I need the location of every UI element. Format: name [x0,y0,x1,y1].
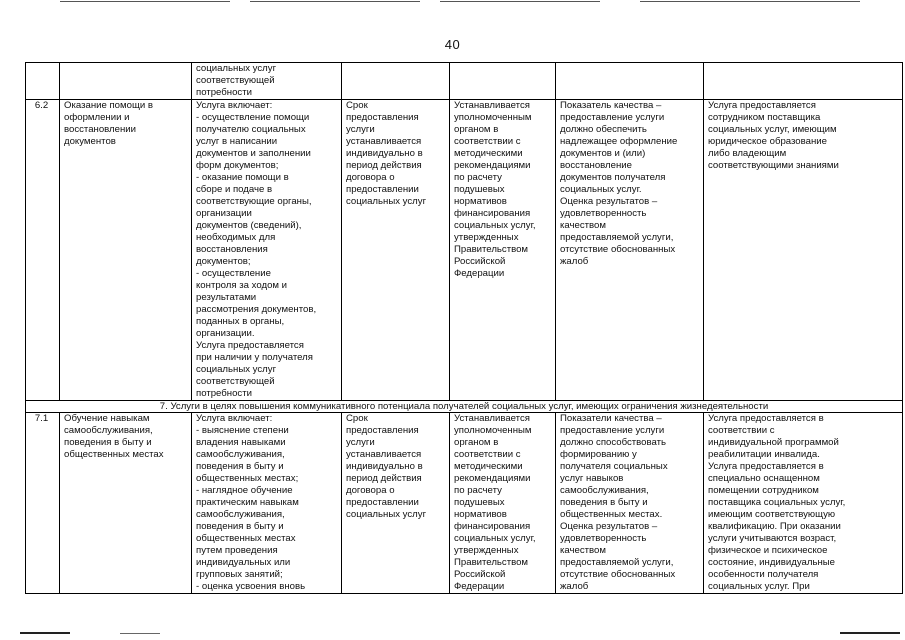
cell-line: социальных услуг [196,364,277,375]
cell-line: документов (сведений), [196,220,302,231]
cell-line: Обучение навыкам [64,413,150,424]
cell-line: Услуга предоставляется в [708,461,824,472]
cell-line: - наглядное обучение [196,485,293,496]
cell-line: услуг навыков [560,473,624,484]
cell-line: услуг в написании [196,136,278,147]
cell-line: Показатель качества – [560,100,662,111]
cell-line: результатами [196,292,257,303]
cell-line: Срок [346,413,368,424]
cell-line: документов; [196,256,251,267]
cell-line: утвержденных [454,545,519,556]
cell-line: сборе и подаче в [196,184,273,195]
cell-line: социальных услуг [196,63,277,74]
cell-line: документов получателя [560,172,666,183]
cell-line: отсутствие обоснованных [560,244,676,255]
cell-service-conditions [704,100,903,401]
cell-line: групповых занятий; [196,569,283,580]
cell-line: организации [196,208,252,219]
cell-quality-indicators [556,413,704,594]
cell-line: необходимых для [196,232,276,243]
section-heading: 7. Услуги в целях повышения коммуникативного потенциала получателей социальных услуг, имеющих ограничения жизнедеятельности [26,401,903,413]
cell-line: нормативов [454,509,507,520]
cell-line: должно обеспечить [560,124,647,135]
cell-line: предоставлении [346,184,419,195]
cell-line: потребности [196,87,252,98]
cell-line: восстановления [196,244,268,255]
cell-service-content [192,413,342,594]
cell-line: уполномоченным [454,112,532,123]
cell-line: Правительством [454,557,529,568]
cell-line: восстановлении [64,124,136,135]
cell-line: Правительством [454,244,529,255]
cell-service-name [60,100,192,401]
cell-line: услуги учитываются возраст, [708,533,837,544]
cell-line: сотрудником поставщика [708,112,821,123]
cell-line: предоставляемой услуги, [560,557,674,568]
cell-line: практическим навыкам [196,497,299,508]
cell-line: предоставляемой услуги, [560,232,674,243]
cell-number: 6.2 [26,100,60,401]
cell-line: подушевых [454,184,505,195]
cell-line: предоставления [346,112,419,123]
cell-per-capita-standard [450,63,556,100]
cell-number [26,63,60,100]
cell-line: владения навыками [196,437,286,448]
cell-line: Российской [454,256,506,267]
cell-line: при наличии у получателя [196,352,313,363]
cell-line: предоставление услуги [560,425,665,436]
cell-line: соответствующей [196,75,275,86]
cell-line: рекомендациями [454,160,531,171]
cell-line: социальных услуг [346,509,427,520]
cell-line: услуги [346,124,375,135]
cell-line: качеством [560,545,606,556]
cell-line: надлежащее оформление [560,136,678,147]
cell-line: предоставления [346,425,419,436]
cell-line: поведения в быту и [196,521,284,532]
cell-line: социальных услуг. [560,184,642,195]
cell-line: юридическое образование [708,136,827,147]
cell-quality-indicators [556,100,704,401]
cell-service-term [342,63,450,100]
cell-line: документов [64,136,116,147]
cell-line: восстановление [560,160,632,171]
cell-line: договора о [346,485,395,496]
cell-line: финансирования [454,521,531,532]
cell-line: индивидуально в [346,148,423,159]
cell-line: утвержденных [454,232,519,243]
cell-quality-indicators [556,63,704,100]
cell-line: соответствии с [454,449,521,460]
cell-line: договора о [346,172,395,183]
cell-line: либо владеющим [708,148,787,159]
cell-line: - оценка усвоения вновь [196,581,306,592]
cell-line: Срок [346,100,368,111]
cell-line: подушевых [454,497,505,508]
cell-line: финансирования [454,208,531,219]
cell-line: методическими [454,148,523,159]
cell-per-capita-standard [450,413,556,594]
cell-line: помещении сотрудником [708,485,819,496]
scan-edge-bottom [0,632,905,636]
cell-line: качеством [560,220,606,231]
scan-edge-top [0,0,905,3]
cell-line: жалоб [560,256,589,267]
cell-service-content [192,100,342,401]
cell-line: форм документов; [196,160,279,171]
cell-line: квалификацию. При оказании [708,521,841,532]
cell-line: социальных услуг, [454,220,536,231]
cell-line: социальных услуг, имеющим [708,124,837,135]
cell-line: физическое и психическое [708,545,828,556]
cell-line: устанавливается [346,136,422,147]
cell-line: поведения в быту и [560,497,648,508]
cell-service-name [60,63,192,100]
cell-line: органом в [454,124,499,135]
cell-line: органом в [454,437,499,448]
cell-line: - осуществление [196,268,271,279]
cell-line: рассмотрения документов, [196,304,317,315]
cell-line: потребности [196,388,252,399]
cell-line: соответствии с [454,136,521,147]
cell-line: Услуга включает: [196,413,273,424]
cell-line: по расчету [454,485,502,496]
cell-line: путем проведения [196,545,278,556]
cell-line: рекомендациями [454,473,531,484]
page-number: 40 [444,37,461,52]
cell-line: по расчету [454,172,502,183]
cell-line: самообслуживания, [196,509,285,520]
cell-line: услуги [346,437,375,448]
cell-service-term [342,413,450,594]
cell-line: контроля за ходом и [196,280,288,291]
cell-line: соответствующей [196,376,275,387]
cell-line: поведения в быту и [196,461,284,472]
cell-service-content [192,63,342,100]
cell-line: Услуга предоставляется в [708,413,824,424]
cell-line: должно способствовать [560,437,667,448]
cell-line: Оценка результатов – [560,521,658,532]
cell-line: Федерации [454,268,505,279]
cell-line: Оказание помощи в [64,100,153,111]
cell-line: жалоб [560,581,589,592]
cell-number: 7.1 [26,413,60,594]
cell-line: - оказание помощи в [196,172,289,183]
cell-service-term [342,100,450,401]
cell-line: документов и (или) [560,148,646,159]
cell-line: Федерации [454,581,505,592]
cell-line: - осуществление помощи [196,112,310,123]
cell-line: устанавливается [346,449,422,460]
cell-line: удовлетворенность [560,533,647,544]
cell-line: общественных местах [196,533,296,544]
cell-line: нормативов [454,196,507,207]
cell-line: самообслуживания, [64,425,153,436]
cell-line: индивидуальной программой [708,437,839,448]
cell-line: период действия [346,160,422,171]
cell-line: самообслуживания, [560,485,649,496]
table-row [26,100,903,401]
cell-line: Устанавливается [454,413,530,424]
cell-line: получателя социальных [560,461,668,472]
section-heading-row [26,401,903,413]
cell-line: общественных местах; [196,473,299,484]
cell-line: период действия [346,473,422,484]
cell-line: Показатели качества – [560,413,662,424]
cell-line: предоставлении [346,497,419,508]
cell-line: получателю социальных [196,124,306,135]
cell-line: методическими [454,461,523,472]
cell-line: общественных местах [64,449,164,460]
cell-line: организации. [196,328,255,339]
table-row [26,63,903,100]
cell-service-name [60,413,192,594]
cell-line: поданных в органы, [196,316,285,327]
cell-line: индивидуально в [346,461,423,472]
cell-line: удовлетворенность [560,208,647,219]
cell-line: общественных местах. [560,509,663,520]
cell-line: соответствующими знаниями [708,160,839,171]
cell-service-conditions [704,63,903,100]
cell-line: имеющим соответствующую [708,509,836,520]
cell-line: отсутствие обоснованных [560,569,676,580]
cell-line: Услуга предоставляется [196,340,304,351]
cell-line: документов и заполнении [196,148,311,159]
cell-line: соответствующие органы, [196,196,312,207]
cell-line: индивидуальных или [196,557,291,568]
cell-line: уполномоченным [454,425,532,436]
cell-line: социальных услуг [346,196,427,207]
cell-line: состояние, индивидуальные [708,557,835,568]
cell-line: Оценка результатов – [560,196,658,207]
cell-line: социальных услуг, [454,533,536,544]
cell-line: соответствии с [708,425,775,436]
cell-line: самообслуживания, [196,449,285,460]
cell-line: реабилитации инвалида. [708,449,820,460]
table-row [26,413,903,594]
cell-line: Российской [454,569,506,580]
cell-line: особенности получателя [708,569,819,580]
cell-line: предоставление услуги [560,112,665,123]
cell-per-capita-standard [450,100,556,401]
cell-line: специально оснащенном [708,473,820,484]
services-table [25,62,903,594]
cell-line: формированию у [560,449,637,460]
cell-line: Услуга включает: [196,100,273,111]
cell-line: социальных услуг. При [708,581,810,592]
cell-line: поставщика социальных услуг, [708,497,846,508]
cell-line: поведения в быту и [64,437,152,448]
cell-line: Устанавливается [454,100,530,111]
cell-line: - выяснение степени [196,425,289,436]
cell-line: Услуга предоставляется [708,100,816,111]
cell-service-conditions [704,413,903,594]
cell-line: оформлении и [64,112,130,123]
